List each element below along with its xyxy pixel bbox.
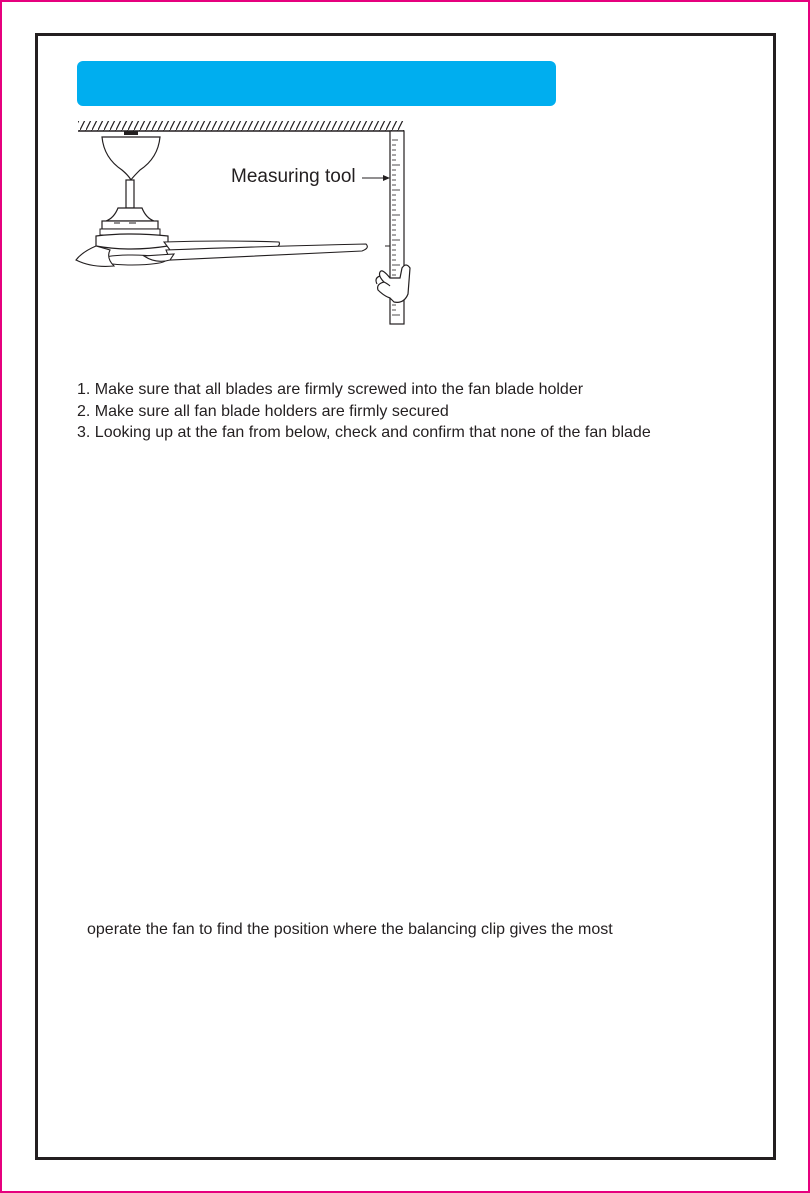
instruction-step-2: 2. Make sure all fan blade holders are firmly secured xyxy=(77,402,449,420)
section-title-bar xyxy=(77,61,556,106)
instruction-list xyxy=(77,379,651,444)
instruction-step-1: 1. Make sure that all blades are firmly screwed into the fan blade holder xyxy=(77,381,584,398)
balancing-clip-text: operate the fan to find the position where the balancing clip gives the most xyxy=(87,921,613,938)
ceiling xyxy=(78,121,404,131)
fan-measuring-illustration xyxy=(74,118,414,330)
instruction-step-3: 3. Looking up at the fan from below, check and confirm that none of the fan blade xyxy=(77,424,651,441)
measuring-tool-label: Measuring tool xyxy=(231,166,356,187)
